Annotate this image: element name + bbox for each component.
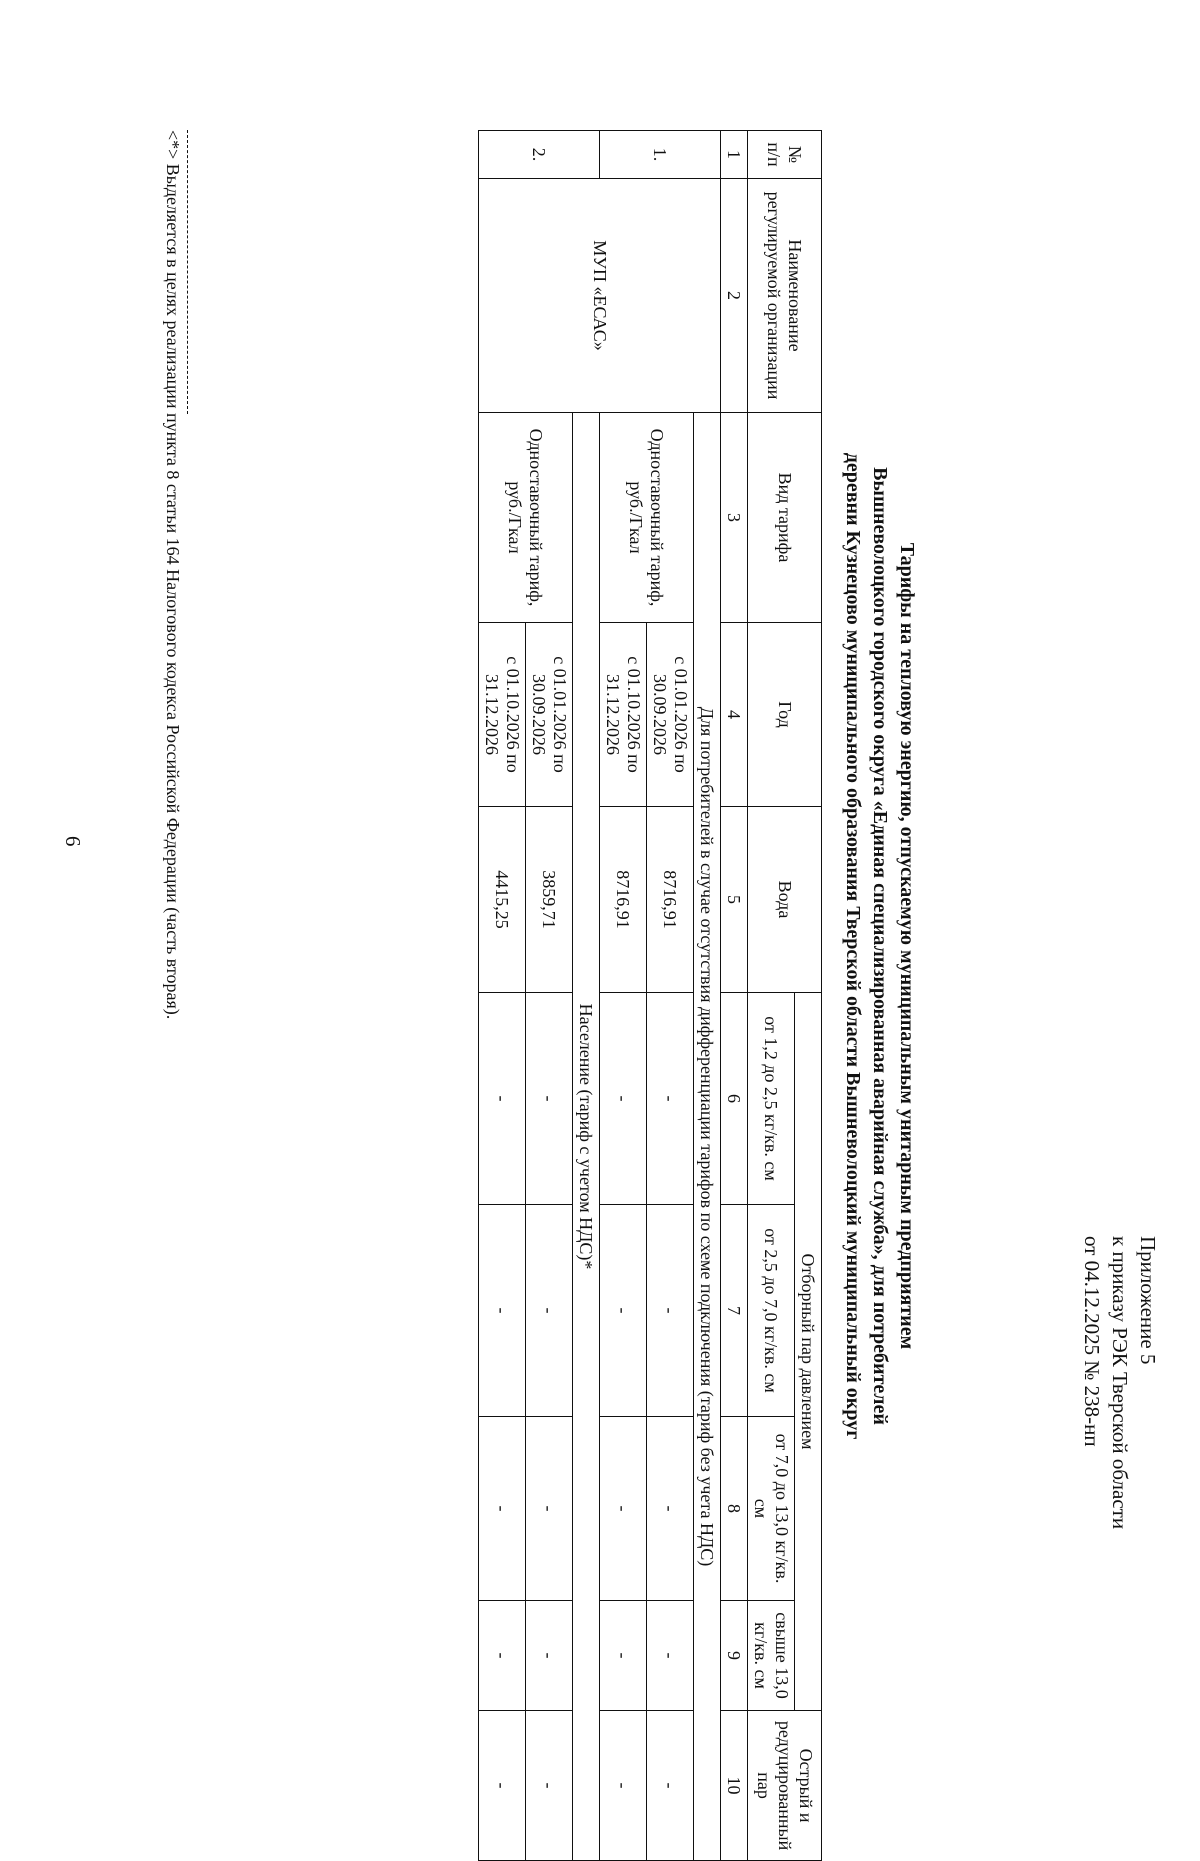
section-heading: Для потребителей в случае отсутствия дифференциации тарифов по схеме подключения (тариф без учета НДС) [694, 413, 721, 1861]
header-row-1 [795, 131, 822, 1861]
value-cell: - [526, 1601, 573, 1711]
column-number: 1 [721, 131, 748, 179]
header-pressure-4: свыше 13,0 кг/кв. см [748, 1601, 795, 1711]
value-cell: - [479, 1601, 526, 1711]
year-cell: с 01.01.2026 по 30.09.2026 [526, 623, 573, 807]
footnote-divider [187, 130, 188, 414]
column-number: 6 [721, 993, 748, 1205]
column-number: 10 [721, 1711, 748, 1861]
document-title [839, 246, 920, 1646]
header-pressure-3: от 7,0 до 13,0 кг/кв. см [748, 1417, 795, 1601]
year-cell: с 01.10.2026 по 31.12.2026 [600, 623, 647, 807]
tariff-table [478, 130, 822, 1861]
column-number: 3 [721, 413, 748, 623]
value-cell: - [600, 1711, 647, 1861]
year-cell: с 01.10.2026 по 31.12.2026 [479, 623, 526, 807]
header-sharp-steam: Острый и редуцированный пар [748, 1711, 822, 1861]
appendix-line-3: от 04.12.2025 № 238-нп [1080, 1236, 1104, 1447]
column-number: 2 [721, 179, 748, 413]
tariff-type-cell: Одноставочный тариф, руб./Гкал [479, 413, 573, 623]
row-number: 1. [600, 131, 721, 179]
value-cell: - [479, 1417, 526, 1601]
value-cell: - [479, 993, 526, 1205]
header-pressure-2: от 2,5 до 7,0 кг/кв. см [748, 1205, 795, 1417]
value-cell: - [526, 1205, 573, 1417]
section-heading: Население (тариф с учетом НДС)* [573, 413, 600, 1861]
appendix-line-1: Приложение 5 [1136, 1236, 1160, 1365]
column-number: 8 [721, 1417, 748, 1601]
column-number-row [721, 131, 748, 1861]
water-cell: 4415,25 [479, 807, 526, 993]
column-number: 5 [721, 807, 748, 993]
header-selected-steam: Отборный пар давлением [795, 993, 822, 1711]
header-num: № п/п [748, 131, 822, 179]
value-cell: - [600, 1417, 647, 1601]
title-line-1: Тарифы на тепловую энергию, отпускаемую муниципальным унитарным предприятием [896, 542, 918, 1350]
row-number: 2. [479, 131, 600, 179]
title-line-3: деревни Кузнецово муниципального образования Тверской области Вышневолоцкий муниципальный округ [842, 452, 864, 1440]
water-cell: 8716,91 [600, 807, 647, 993]
value-cell: - [647, 1711, 694, 1861]
value-cell: - [600, 993, 647, 1205]
water-cell: 3859,71 [526, 807, 573, 993]
water-cell: 8716,91 [647, 807, 694, 993]
header-water: Вода [748, 807, 822, 993]
value-cell: - [647, 1601, 694, 1711]
value-cell: - [479, 1711, 526, 1861]
footnote: <*> Выделяется в целях реализации пункта 8 статьи 164 Налогового кодекса Российской Федерации (часть вторая). [163, 130, 183, 1020]
value-cell: - [526, 1711, 573, 1861]
tariff-type-cell: Одноставочный тариф, руб./Гкал [600, 413, 694, 623]
header-tariff-type: Вид тарифа [748, 413, 822, 623]
section-heading-row [694, 131, 721, 1861]
value-cell: - [526, 1417, 573, 1601]
value-cell: - [600, 1205, 647, 1417]
header-year: Год [748, 623, 822, 807]
column-number: 7 [721, 1205, 748, 1417]
value-cell: - [479, 1205, 526, 1417]
appendix-reference [1078, 1236, 1162, 1656]
value-cell: - [526, 993, 573, 1205]
value-cell: - [647, 1417, 694, 1601]
header-pressure-1: от 1,2 до 2,5 кг/кв. см [748, 993, 795, 1205]
appendix-line-2: к приказу РЭК Тверской области [1108, 1236, 1132, 1530]
organization-name: МУП «ЕСАС» [479, 179, 721, 413]
value-cell: - [647, 993, 694, 1205]
year-cell: с 01.01.2026 по 30.09.2026 [647, 623, 694, 807]
header-org: Наименование регулируемой организации [748, 179, 822, 413]
page-number: 6 [61, 836, 85, 847]
value-cell: - [600, 1601, 647, 1711]
title-line-2: Вышневолоцкого городского округа «Единая специализированная аварийная служба», для потребителей [869, 467, 891, 1425]
value-cell: - [647, 1205, 694, 1417]
column-number: 4 [721, 623, 748, 807]
column-number: 9 [721, 1601, 748, 1711]
